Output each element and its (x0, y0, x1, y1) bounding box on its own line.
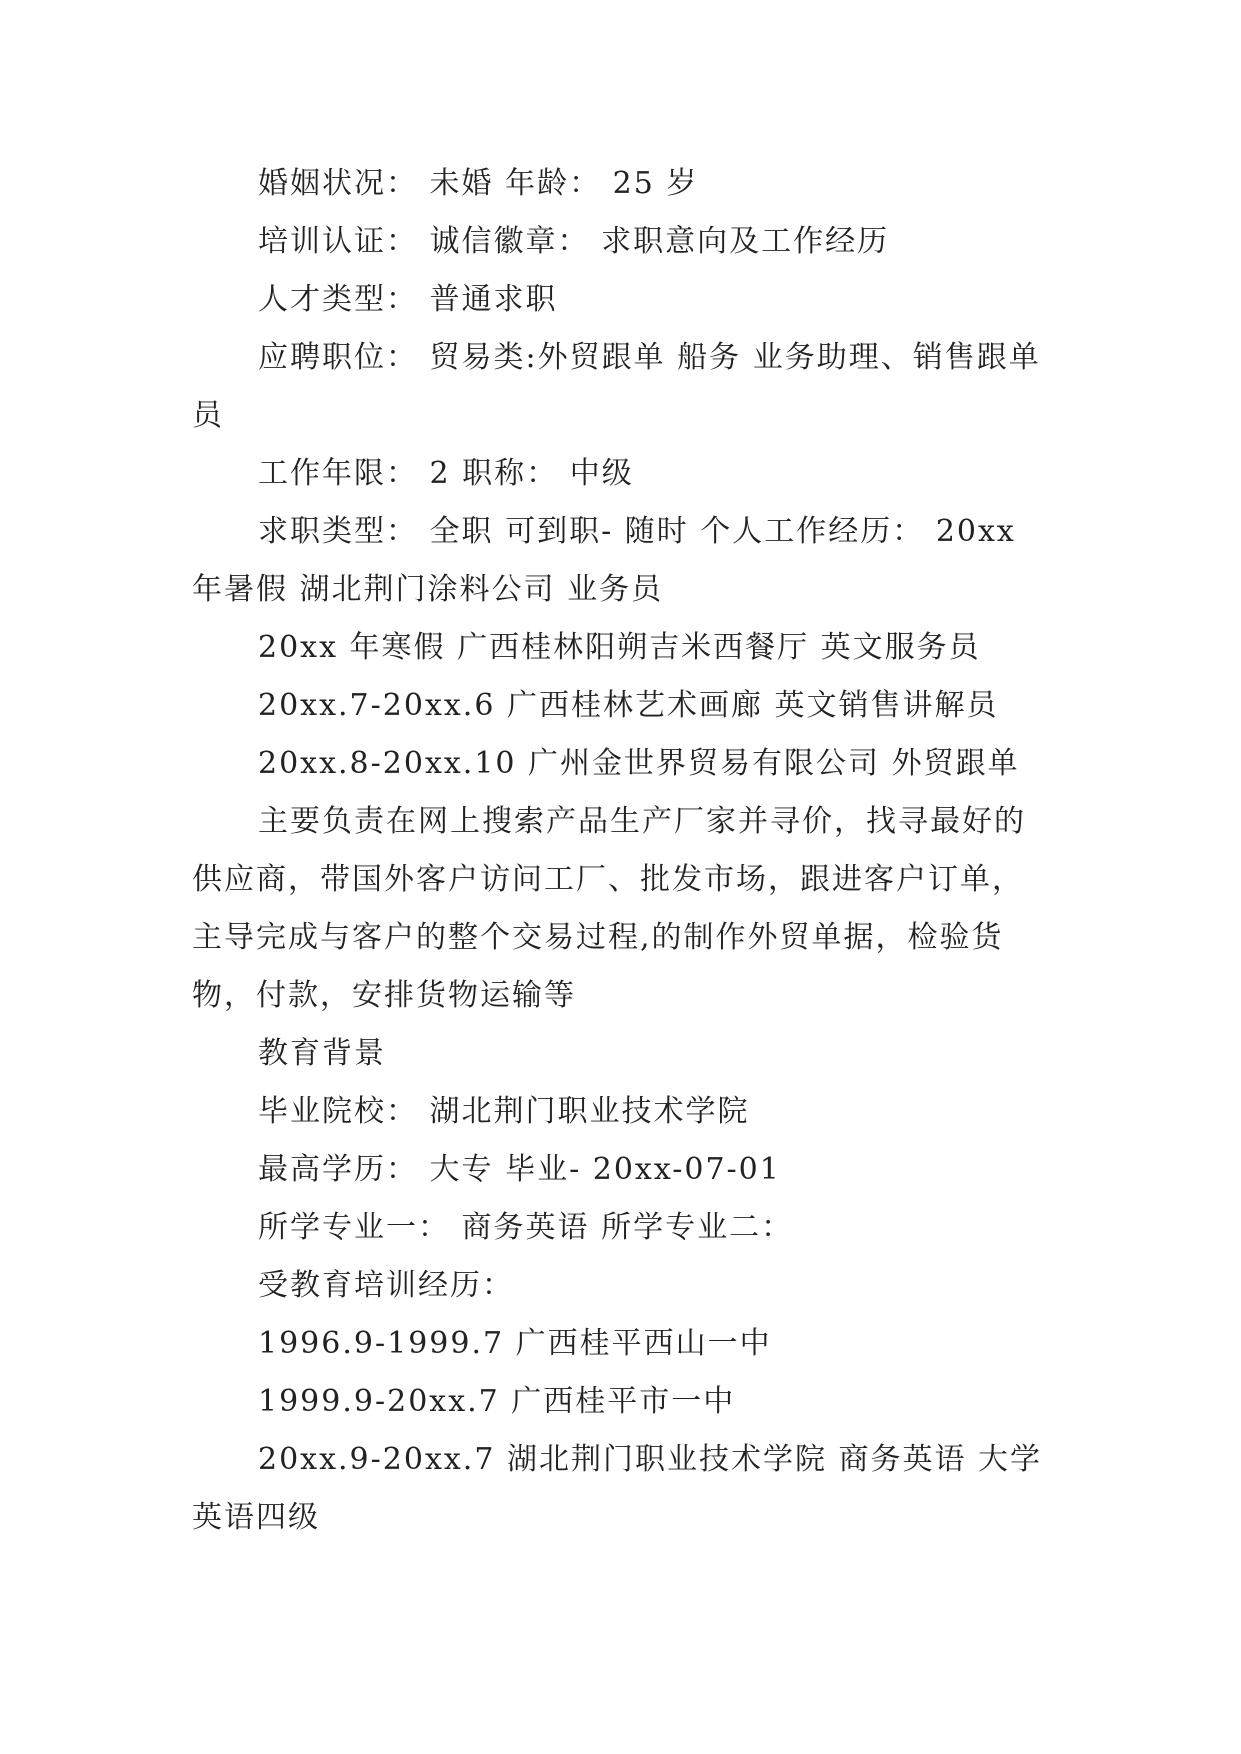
training-history-heading: 受教育培训经历： (258, 1268, 514, 1303)
graduate-school-line: 毕业院校： 湖北荆门职业技术学院 (258, 1094, 750, 1129)
work-experience-item: 20xx.7-20xx.6 广西桂林艺术画廊 英文销售讲解员 (258, 688, 999, 723)
job-type-line: 求职类型： 全职 可到职- 随时 个人工作经历： 20xx 年暑假 湖北荆门涂料公司 业务员 (192, 514, 1028, 607)
education-history-item: 20xx.9-20xx.7 湖北荆门职业技术学院 商务英语 大学英语四级 (192, 1442, 1043, 1535)
education-history-item: 1999.9-20xx.7 广西桂平市一中 (258, 1384, 736, 1419)
work-experience-item: 20xx 年寒假 广西桂林阳朔吉米西餐厅 英文服务员 (258, 630, 981, 665)
major-line: 所学专业一： 商务英语 所学专业二： (258, 1210, 794, 1245)
work-years-line: 工作年限： 2 职称： 中级 (258, 456, 634, 491)
applied-position-line: 应聘职位： 贸易类:外贸跟单 船务 业务助理、销售跟单员 (192, 340, 1041, 433)
document-body (192, 155, 1054, 1547)
marital-status-line: 婚姻状况： 未婚 年龄： 25 岁 (258, 166, 699, 201)
highest-degree-line: 最高学历： 大专 毕业- 20xx-07-01 (258, 1152, 781, 1187)
talent-type-line: 人才类型： 普通求职 (258, 282, 558, 317)
education-history-item: 1996.9-1999.7 广西桂平西山一中 (258, 1326, 772, 1361)
education-heading: 教育背景 (258, 1036, 386, 1071)
work-experience-item: 20xx.8-20xx.10 广州金世界贸易有限公司 外贸跟单 (258, 746, 1020, 781)
training-certification-line: 培训认证： 诚信徽章： 求职意向及工作经历 (258, 224, 890, 259)
responsibilities-paragraph: 主要负责在网上搜索产品生产厂家并寻价，找寻最好的供应商，带国外客户访问工厂、批发市场，跟进客户订单，主导完成与客户的整个交易过程,的制作外贸单据，检验货物，付款，安排货物运输等 (192, 804, 1026, 1013)
